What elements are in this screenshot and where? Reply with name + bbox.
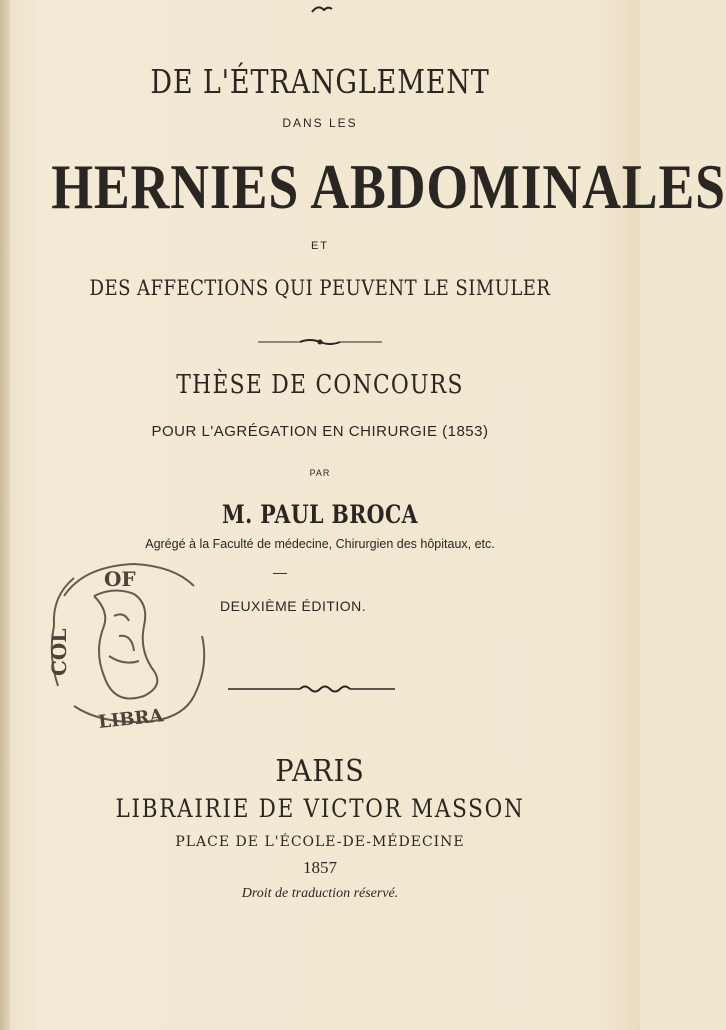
top-flourish-icon bbox=[0, 0, 640, 20]
svg-text:LIBRA: LIBRA bbox=[97, 705, 165, 733]
title-line-3: DES AFFECTIONS QUI PEUVENT LE SIMULER bbox=[89, 276, 551, 300]
publisher: LIBRAIRIE DE VICTOR MASSON bbox=[115, 794, 525, 823]
ornamental-rule-2 bbox=[0, 683, 640, 695]
year: 1857 bbox=[303, 858, 337, 877]
rights-notice: Droit de traduction réservé. bbox=[241, 886, 399, 901]
thesis-heading: THÈSE DE CONCOURS bbox=[176, 370, 464, 400]
edition-label: DEUXIÈME ÉDITION. bbox=[220, 598, 367, 614]
svg-text:OF: OF bbox=[104, 567, 136, 591]
title-line-1: DE L'ÉTRANGLEMENT bbox=[150, 62, 490, 101]
ornamental-rule-1 bbox=[0, 336, 640, 348]
thesis-subtitle: POUR L'AGRÉGATION EN CHIRURGIE (1853) bbox=[151, 423, 489, 440]
main-title: HERNIES ABDOMINALES bbox=[51, 151, 726, 222]
svg-text:COL: COL bbox=[47, 628, 71, 676]
publisher-address: PLACE DE L'ÉCOLE-DE-MÉDECINE bbox=[175, 834, 465, 850]
library-stamp-icon bbox=[44, 556, 214, 731]
conjunction: ET bbox=[310, 240, 330, 252]
title-line-2: DANS LES bbox=[282, 116, 358, 130]
short-dash bbox=[273, 573, 287, 574]
author-titles: Agrégé à la Faculté de médecine, Chirurgien des hôpitaux, etc. bbox=[145, 537, 495, 551]
by-label: PAR bbox=[309, 468, 331, 478]
city: PARIS bbox=[275, 754, 365, 789]
author-name: M. PAUL BROCA bbox=[221, 500, 419, 529]
